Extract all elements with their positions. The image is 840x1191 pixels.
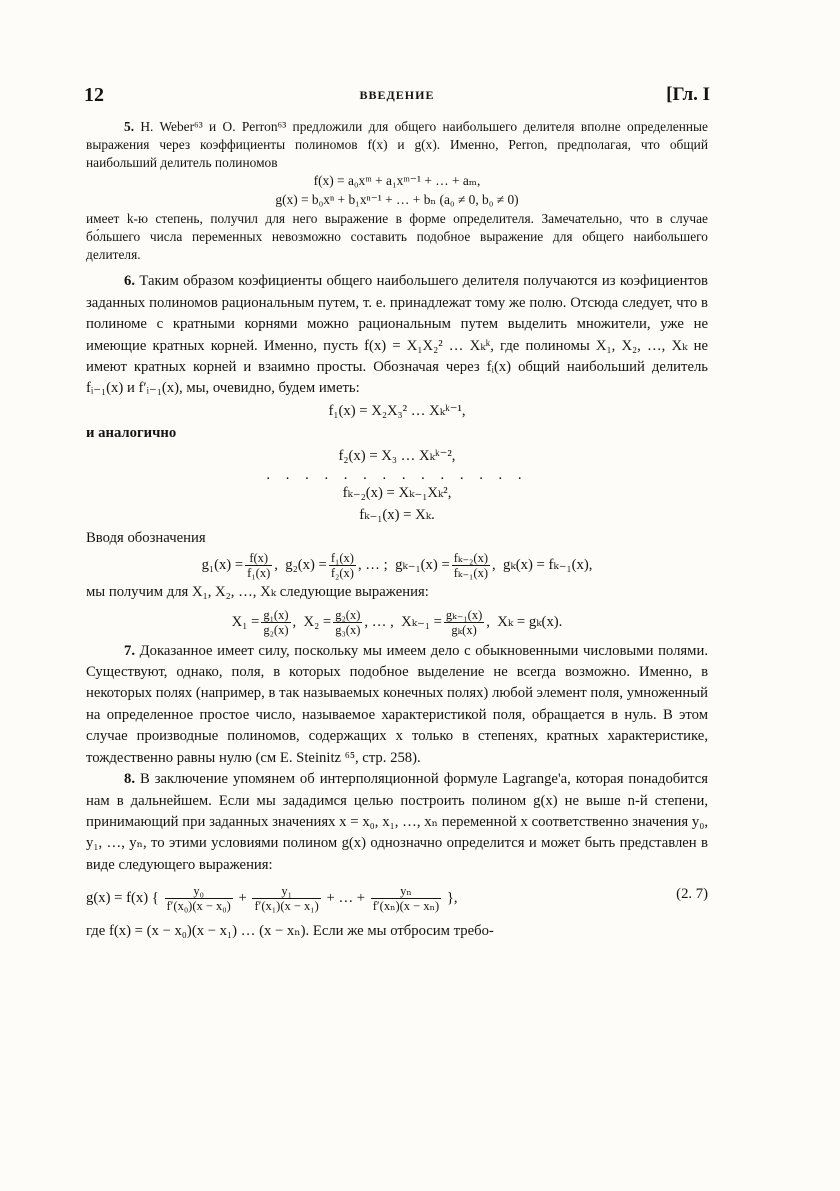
gk-def: gₖ(x) = fₖ₋₁(x), <box>503 557 593 574</box>
label-notation: Вводя обозначения <box>86 529 206 546</box>
running-header <box>84 84 710 108</box>
label-result: мы получим для X₁, X₂, …, Xₖ следующие выражения: <box>86 584 429 601</box>
item-5 <box>86 118 708 263</box>
item-5-text-after: имеет k-ю степень, получил для него выражение в форме определителя. Замечательно, что в случае бо́льшего числа переменных невозможно составить подобное выражение для общего наибольшего делителя. <box>86 210 708 262</box>
lagrange-lhs: g(x) = f(x) { <box>86 890 159 906</box>
item-8-text: 8. В заключение упомянем об интерполяционной формуле Lagrange'a, которая понадобится нам в дальнейшем. Если мы зададимся целью построить полином g(x) не выше n-й степени, принимающий при заданных значениях x = x₀, x₁, …, xₙ переменной x соответственно значения y₀, y₁, …, yₙ, то этими условиями полином g(x) однозначно определится и может быть представлен в виде следующего выражения: <box>86 771 708 873</box>
xk-def: Xₖ = gₖ(x). <box>497 613 563 630</box>
x1-def: X₁ = $\frac{\text{g₁(x)}}{\text{g₂(x)}}$ <box>231 607 289 637</box>
lagrange-term-0: $\frac{\text{y₀}}{\text{f′(x₀)(x − x₀)}}$ <box>166 884 231 914</box>
g1-def: g₁(x) = $\frac{f(x)}{\text{f₁(x)}}$ <box>201 551 271 581</box>
x-definitions: X₁ = $\frac{\text{g₁(x)}}{\text{g₂(x)}}$ , X₂ = $\frac{\text{g₂(x)}}{\text{g₃(x)}}$ , … , Xₖ₋₁ = $\frac{\text{gₖ₋₁(x)}}{\text{gₖ(x)}}$ , Xₖ = gₖ(x). <box>231 607 563 637</box>
equation-f2: f₂(x) = X₃ … Xₖᵏ⁻², <box>338 447 456 464</box>
xk1-def: Xₖ₋₁ = $\frac{\text{gₖ₋₁(x)}}{\text{gₖ(x)}}$ <box>401 607 483 637</box>
g2-def: g₂(x) = $\frac{\text{f₁(x)}}{\text{f₂(x)}}$ <box>285 551 354 581</box>
dots-row: . . . . . . . . . . . . . . <box>266 467 528 484</box>
item-6 <box>86 271 708 636</box>
equation-fk1: fₖ₋₁(x) = Xₖ. <box>359 507 435 524</box>
item-6-text: 6. Таким образом коэфициенты общего наибольшего делителя получаются из коэфициентов заданных полиномов рациональным путем, т. е. принадлежат тому же полю. Отсюда следует, что в полиноме с кратными корнями можно рациональным путем выделить множители, уже не имеющие кратных корней. Именно, пусть f(x) = X₁X₂² … Xₖᵏ, где полиномы X₁, X₂, …, Xₖ не имеют кратных корней и взаимно просты. Обозначая через fᵢ(x) общий наибольший делитель fᵢ₋₁(x) и f′ᵢ₋₁(x), мы, очевидно, будем иметь: <box>86 273 708 397</box>
page-body <box>86 118 708 943</box>
lagrange-formula: (2. 7) g(x) = f(x) { $\frac{\text{y₀}}{\text{f′(x₀)(x − x₀)}}$ + $\frac{\text{y₁}}{\text{f′(x₁)(x − x₁)}}$ + … + $\frac{\text{yₙ}}{\text{f′(xₙ)(x − xₙ)}}$ }, <box>86 884 708 914</box>
lagrange-term-n: $\frac{\text{yₙ}}{\text{f′(xₙ)(x − xₙ)}}$ <box>372 884 440 914</box>
item-5-text: 5. H. Weber⁶³ и O. Perron⁶³ предложили для общего наибольшего делителя вполне определенные выражения через коэффициенты полиномов f(x) и g(x). Именно, Perron, предполагая, что общий наибольший делитель полиномов <box>86 119 708 170</box>
page-number: 12 <box>84 84 104 106</box>
equation-f1: f₁(x) = X₂X₃² … Xₖᵏ⁻¹, <box>328 402 466 419</box>
item-8-text-after: где f(x) = (x − x₀)(x − x₁) … (x − xₙ). Если же мы отбросим требо- <box>86 923 494 940</box>
chapter-label: [Гл. I <box>666 84 710 105</box>
item-7 <box>86 641 708 769</box>
equation-fk2: fₖ₋₂(x) = Xₖ₋₁Xₖ², <box>342 485 452 502</box>
lagrange-rhs: }, <box>446 890 458 906</box>
gk1-def: gₖ₋₁(x) = $\frac{\text{fₖ₋₂(x)}}{\text{fₖ₋₁(x)}}$ <box>395 551 488 581</box>
running-title: ВВЕДЕНИЕ <box>359 88 435 102</box>
lagrange-term-1: $\frac{\text{y₁}}{\text{f′(x₁)(x − x₁)}}$ <box>254 884 319 914</box>
formula-f: f(x) = a₀xᵐ + a₁xᵐ⁻¹ + … + aₘ, <box>313 173 481 189</box>
label-analog: и аналогично <box>86 425 177 442</box>
eq-number: (2. 7) <box>676 886 708 903</box>
formula-g: g(x) = b₀xⁿ + b₁xⁿ⁻¹ + … + bₙ (a₀ ≠ 0, b₀ ≠ 0) <box>275 192 519 208</box>
item-7-text: 7. Доказанное имеет силу, поскольку мы имеем дело с обыкновенными числовыми полями. Существуют, однако, поля, в которых подобное выделение не всегда возможно. Именно, в некоторых полях (например, в так называемых конечных полях) любой элемент поля, умноженный на определенное простое число, называемое характеристикой поля, обращается в нуль. В этом случае производные полиномов, содержащих x только в степенях, кратных характеристике, тождественно равны нулю (см E. Steinitz ⁶⁵, стр. 258). <box>86 642 708 766</box>
x2-def: X₂ = $\frac{\text{g₂(x)}}{\text{g₃(x)}}$ <box>303 607 361 637</box>
item-8 <box>86 769 708 942</box>
g-definitions: g₁(x) = $\frac{f(x)}{\text{f₁(x)}}$ , g₂(x) = $\frac{\text{f₁(x)}}{\text{f₂(x)}}$ , … ; gₖ₋₁(x) = $\frac{\text{fₖ₋₂(x)}}{\text{fₖ₋₁(x)}}$ , gₖ(x) = fₖ₋₁(x), <box>201 551 593 581</box>
